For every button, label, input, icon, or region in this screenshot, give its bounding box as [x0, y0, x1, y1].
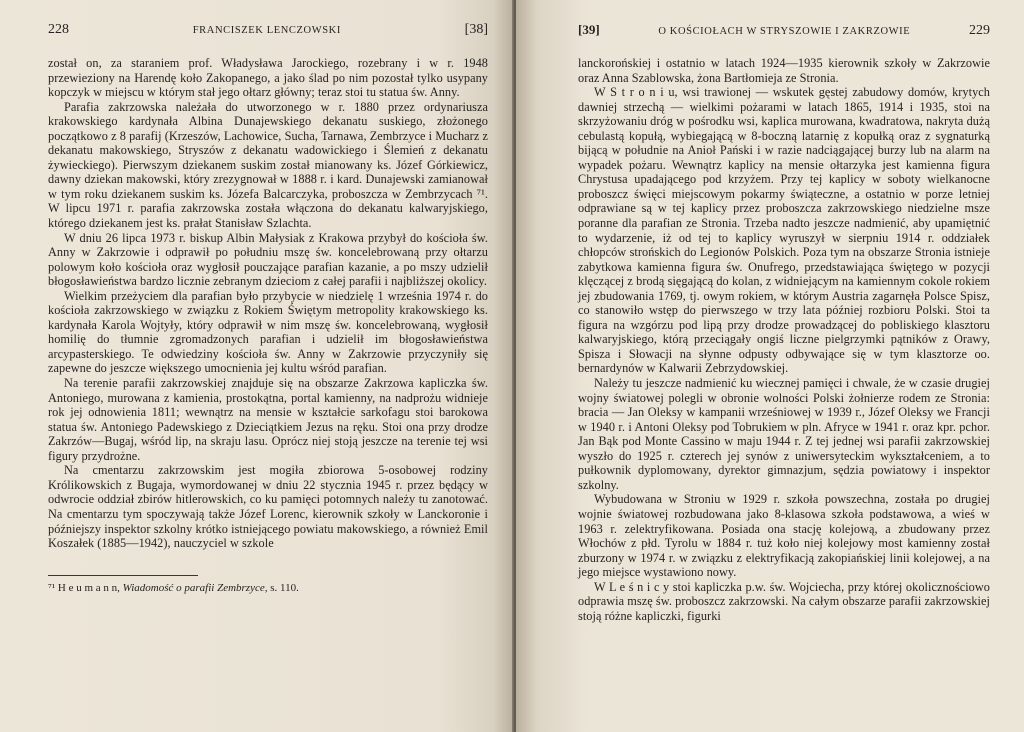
left-page-number: 228 — [48, 22, 69, 37]
footnote — [48, 582, 488, 595]
left-running-title: FRANCISZEK LENCZOWSKI — [192, 25, 341, 36]
footnote-divider — [48, 575, 198, 576]
paragraph: Parafia zakrzowska należała do utworzonego w r. 1880 przez ordynariusza krakowskiego kardynała Albina Dunajewskiego dekanatu suskiego, złożonego początkowo z 8 parafij (Krzeszów, Lachowice, Sucha, Tarnawa, Zembrzyce i Mucharz z dekanatu makowskiego, Stryszów z dekanatu wadowickiego i Ślemień z dekanatu żywieckiego). Pierwszym dziekanem suskim został mianowany ks. Józef Górkiewicz, dawny dziekan makowski, który zrezygnował w 1888 r. i kard. Dunajewski zamianował w tym roku dziekanem suskim ks. Józefa Balcarczyka, proboszcza w Zembrzycach ⁷¹. W lipcu 1971 r. parafia zakrzowska została włączona do dekanatu kalwaryjskiego, którego dziekanem jest ks. prałat Stanisław Szlachta. — [48, 99, 488, 231]
footnote-author: H e u m a n n, — [57, 581, 120, 594]
paragraph: W dniu 26 lipca 1973 r. biskup Albin Małysiak z Krakowa przybył do kościoła św. Anny w Zakrzowie i odprawił po południu mszę św. koncelebrowaną przy ołtarzu polowym koło kościoła oraz wygłosił pouczające parafian kazanie, a po mszy udzielił błogosławieństwa bardzo licznie zebranym dzieciom z całej parafii i najbliższej okolicy. — [48, 230, 488, 289]
paragraph: lanckorońskiej i ostatnio w latach 1924—1935 kierownik szkoły w Zakrzowie oraz Anna Szablowska, żona Bartłomieja ze Stronia. — [578, 56, 990, 85]
paragraph: Na terenie parafii zakrzowskiej znajduje się na obszarze Zakrzowa kapliczka św. Antoniego, murowana z kamienia, prostokątna, portal kamienny, na nadprożu widnieje rok jej odnowienia 1811; wewnątrz na mensie w kształcie sarkofagu stoi barokowa statua św. Antoniego Padewskiego z Dzieciątkiem Jezus na ręku. Stoi ona przy drodze Zakrzów—Bugaj, wśród lip, na skraju lasu. Oprócz niej stoją jeszcze na terenie tej wsi figury przydrożne. — [48, 376, 488, 463]
paragraph: Na cmentarzu zakrzowskim jest mogiła zbiorowa 5-osobowej rodziny Królikowskich z Bugaja, wymordowanej w dniu 22 stycznia 1945 r. przez będący w odwrocie oddział zbirów hitlerowskich, co ku pamięci potomnych należy tu zanotować. Na cmentarzu tym spoczywają także Józef Lorenc, kierownik szkoły w Lanckoronie i późniejszy inspektor szkolny krótko istniejącego powiatu makowskiego, a również Emil Koszałek (1885—1942), nauczyciel w szkole — [48, 463, 488, 551]
paragraph: W L e ś n i c y stoi kapliczka p.w. św. Wojciecha, przy której okolicznościowo odprawia mszę św. proboszcz zakrzowski. Na całym obszarze parafii zakrzowskiej stoją różne kapliczki, figurki — [578, 579, 990, 623]
paragraph: Wybudowana w Stroniu w 1929 r. szkoła powszechna, została po drugiej wojnie światowej rozbudowana jako 8-klasowa szkoła podstawowa, a wieś w 1963 r. zelektryfikowana. Posiada ona stację kolejową, a zbudowany przez Włochów z płd. Tyrolu w 1884 r. tuż koło niej kolejowy most kamienny został zburzony w 1974 r. w związku z elektryfikacją zakopiańskiej linii kolejowej, a na jego miejsce wystawiono nowy. — [578, 492, 990, 580]
paragraph: Należy tu jeszcze nadmienić ku wiecznej pamięci i chwale, że w czasie drugiej wojny światowej polegli w obronie wolności Polski żołnierze rodem ze Stronia: bracia — Jan Oleksy w kampanii wrześniowej w 1939 r., Józef Oleksy we Francji w 1940 r. i Antoni Oleksy pod Tobrukiem w pln. Afryce w 1941 r. oraz kpr. pchor. Jan Bąk pod Monte Cassino w maju 1944 r. Z tej jednej wsi parafii zakrzowskiej wyszło do 1925 r. czterech jej synów z uniwersyteckim wykształceniem, a to pułkownik dyplomowany, dyrektor gimnazjum, sędzia powiatowy i inspektor szkolny. — [578, 376, 990, 492]
right-section-marker: [39] — [578, 22, 600, 37]
paragraph: został on, za staraniem prof. Władysława Jarockiego, rozebrany i w r. 1948 przewieziony na Harendę koło Zakopanego, a jako ślad po nim pozostał tylko usypany kopczyk w miejscu w którym stał jego ołtarz główny; teraz stoi tu statua św. Anny. — [48, 56, 488, 100]
footnote-title: Wiadomość o parafii Zembrzyce, — [122, 581, 268, 594]
footnote-page-ref: s. 110. — [270, 581, 299, 594]
left-section-marker: [38] — [464, 22, 488, 37]
left-running-head — [48, 22, 488, 42]
footnote-marker: ⁷¹ — [48, 581, 56, 594]
paragraph: Wielkim przeżyciem dla parafian było przybycie w niedzielę 1 września 1974 r. do kościoła zakrzowskiego w związku z Rokiem Świętym metropolity krakowskiego ks. kardynała Karola Wojtyły, który odprawił w nim mszę św. koncelebrowaną, wygłosił homilię do tłumnie zgromadzonych parafian i udzielił im błogosławieństwa arcypasterskiego. Te odwiedziny kościoła św. Anny w Zakrzowie przyczyniły się zapewne do jeszcze większego umocnienia jej kultu wśród parafian. — [48, 288, 488, 376]
left-page-body — [48, 56, 488, 551]
right-page-body — [578, 56, 990, 623]
right-page-number: 229 — [968, 23, 990, 38]
right-running-head — [578, 22, 990, 42]
paragraph: W S t r o n i u, wsi trawionej — wskutek gęstej zabudowy domów, krytych dawniej strzechą — wielkimi pożarami w latach 1865, 1914 i 1935, stoi na skrzyżowaniu dróg w pośrodku wsi, kaplica murowana, kwadratowa, nakryta dużą cebulastą kopułą, wybiegającą w 8-boczną latarnię z kopułką oraz z sygnaturką bijącą w południe na Anioł Pański i w razie nadciągającej burzy lub na alarm na wypadek pożaru. Wewnątrz kaplicy na mensie ołtarzyka jest kamienna figura Chrystusa upadającego pod krzyżem. Przy tej kaplicy w soboty wielkanocne proboszcz święci miejscowym pokarmy świąteczne, a ostatnio w porze letniej odprawiane są w tej kaplicy przez proboszcza zakrzowskiego niedzielne msze poranne dla parafian ze Stronia. Trzeba nadto jeszcze nadmienić, aby upamiętnić to wydarzenie, iż od tej to kaplicy wyruszył w sierpniu 1914 r. oddziałek chłopców strońskich do Legionów Polskich. Poza tym na obszarze Stronia istnieje zabytkowa kamienna figura św. Onufrego, przedstawiająca świętego w pozycji klęczącej z brodą sięgającą do kolan, z widniejącym na kamiennym cokole rokiem jej zbudowania 1769, tj. owym rokiem, w którym Austria zagarnęła Polsce Spisz, co stanowiło wstęp do pierwszego w trzy lata później rozbioru Polski. Stoi ta figura na wzgórzu pod lipą przy drodze prowadzącej do pobliskiego klasztoru kalwaryjskiego, którą przeciągały ongiś liczne pielgrzymki pątników z Orawy, Spisza i Słowacji na słynne odpusty odbywające się w tym klasztorze oo. bernardynów w Kalwarii Zebrzydowskiej. — [578, 85, 990, 376]
right-page — [516, 0, 1024, 732]
right-running-title: O KOŚCIOŁACH W STRYSZOWIE I ZAKRZOWIE — [658, 26, 911, 37]
